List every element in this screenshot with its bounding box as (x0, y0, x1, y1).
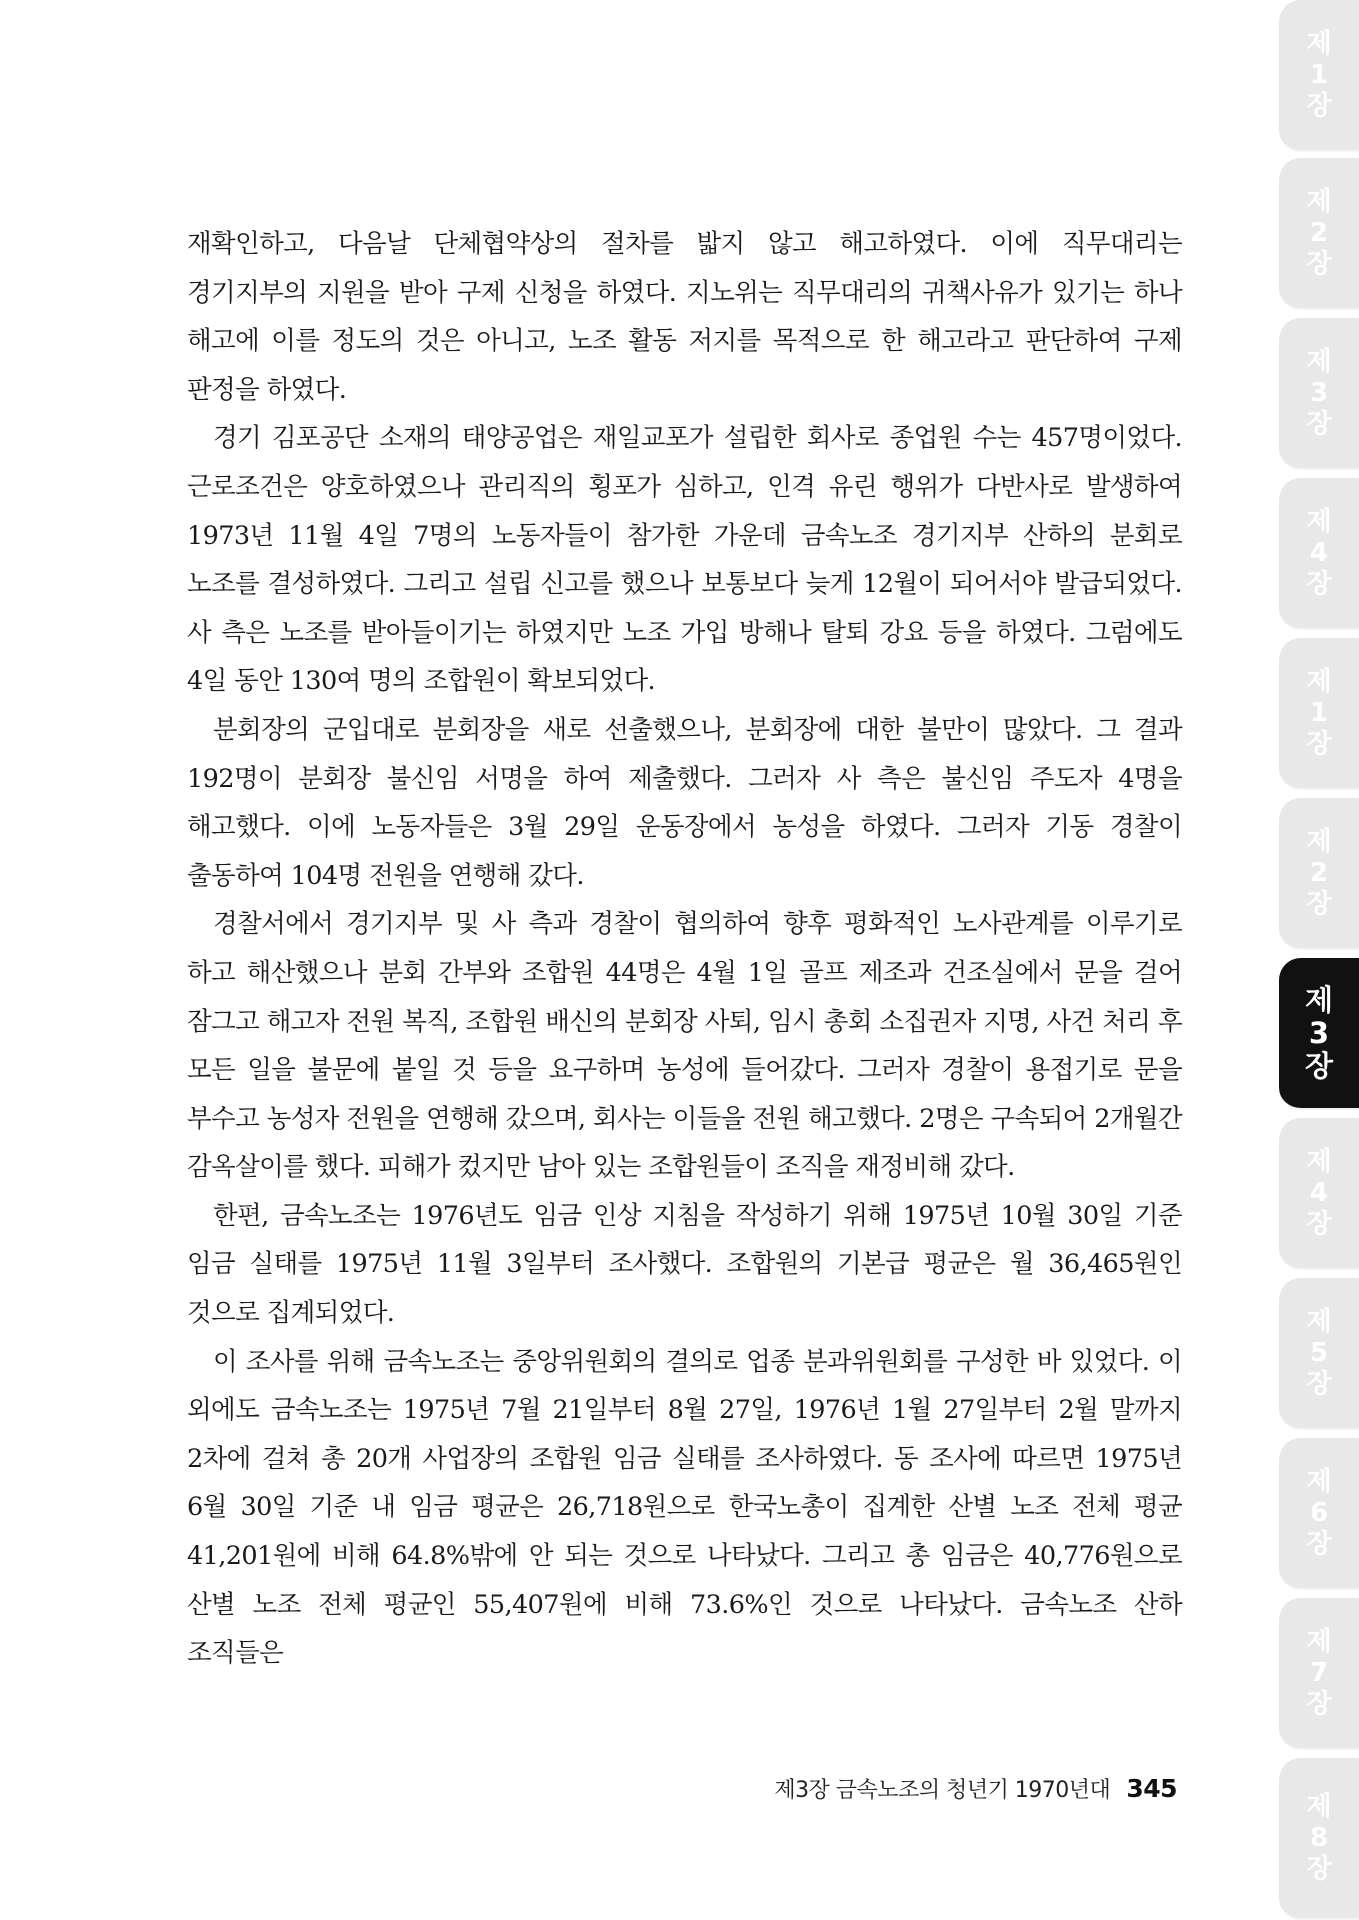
chapter-tab-label-number: 3 (1309, 377, 1329, 408)
chapter-tab-label-suffix: 장 (1306, 248, 1332, 279)
running-title: 제3장 금속노조의 청년기 1970년대 (774, 1778, 1111, 1803)
chapter-tab-label-prefix: 제 (1306, 826, 1332, 857)
chapter-tab-4[interactable] (1279, 478, 1359, 630)
chapter-tab-label-suffix: 장 (1306, 888, 1332, 919)
chapter-tab-label-number: 1 (1309, 697, 1329, 728)
chapter-tab-label-prefix: 제 (1306, 1306, 1332, 1337)
chapter-tab-label-number: 2 (1309, 217, 1329, 248)
chapter-tab-label-suffix: 장 (1306, 408, 1332, 439)
body-paragraph-3: 분회장의 군입대로 분회장을 새로 선출했으나, 분회장에 대한 불만이 많았다. 그 결과 192명이 분회장 불신임 서명을 하여 제출했다. 그러자 사 측은 불신임 주도자 4명을 해고했다. 이에 노동자들은 3월 29일 운동장에서 농성을 하였다. 그러자 기동 경찰이 출동하여 104명 전원을 연행해 갔다. (187, 714, 1182, 891)
chapter-tab-label-suffix: 장 (1306, 1688, 1332, 1719)
chapter-tab-label-prefix: 제 (1306, 1466, 1332, 1497)
chapter-tab-2[interactable] (1279, 158, 1359, 310)
chapter-tab-label-number: 8 (1309, 1822, 1329, 1853)
chapter-tab-label-number: 5 (1309, 1337, 1329, 1368)
body-paragraph-2: 경기 김포공단 소재의 태양공업은 재일교포가 설립한 회사로 종업원 수는 457명이었다. 근로조건은 양호하였으나 관리직의 횡포가 심하고, 인격 유린 행위가 다반사로 발생하여 1973년 11월 4일 7명의 노동자들이 참가한 가운데 금속노조 경기지부 산하의 분회로 노조를 결성하였다. 그리고 설립 신고를 했으나 보통보다 늦게 12월이 되어서야 발급되었다. 사 측은 노조를 받아들이기는 하였지만 노조 가입 방해나 탈퇴 강요 등을 하였다. 그럼에도 4일 동안 130여 명의 조합원이 확보되었다. (187, 423, 1182, 697)
page-body (187, 220, 1182, 1678)
chapter-tab-3[interactable] (1279, 318, 1359, 470)
chapter-tab-8[interactable] (1279, 1118, 1359, 1270)
body-paragraph-4: 경찰서에서 경기지부 및 사 측과 경찰이 협의하여 향후 평화적인 노사관계를 이루기로 하고 해산했으나 분회 간부와 조합원 44명은 4월 1일 골프 제조과 건조실에서 문을 걸어 잠그고 해고자 전원 복직, 조합원 배신의 분회장 사퇴, 임시 총회 소집권자 지명, 사건 처리 후 모든 일을 불문에 붙일 것 등을 요구하며 농성에 들어갔다. 그러자 경찰이 용접기로 문을 부수고 농성자 전원을 연행해 갔으며, 회사는 이들을 전원 해고했다. 2명은 구속되어 2개월간 감옥살이를 했다. 피해가 컸지만 남아 있는 조합원들이 조직을 재정비해 갔다. (187, 909, 1182, 1183)
chapter-tab-label-suffix: 장 (1306, 1853, 1332, 1884)
chapter-tab-1[interactable] (1279, 0, 1359, 152)
chapter-tab-label-number: 3 (1308, 1015, 1330, 1050)
chapter-tab-12[interactable] (1279, 1758, 1359, 1920)
chapter-tab-7-active[interactable] (1279, 958, 1359, 1110)
chapter-tab-label-suffix: 장 (1306, 728, 1332, 759)
chapter-tab-label-number: 4 (1309, 537, 1329, 568)
chapter-tab-label-number: 1 (1309, 59, 1329, 90)
body-paragraph-5: 한편, 금속노조는 1976년도 임금 인상 지침을 작성하기 위해 1975년 10월 30일 기준 임금 실태를 1975년 11월 3일부터 조사했다. 조합원의 기본급 평균은 월 36,465원인 것으로 집계되었다. (187, 1200, 1182, 1329)
chapter-tab-label-suffix: 장 (1306, 568, 1332, 599)
chapter-tab-label-prefix: 제 (1304, 982, 1333, 1017)
chapter-tab-label-prefix: 제 (1306, 186, 1332, 217)
chapter-tab-label-prefix: 제 (1306, 28, 1332, 59)
chapter-tab-10[interactable] (1279, 1438, 1359, 1590)
chapter-tab-label-number: 4 (1309, 1177, 1329, 1208)
chapter-tab-9[interactable] (1279, 1278, 1359, 1430)
chapter-tab-label-prefix: 제 (1306, 666, 1332, 697)
body-paragraph-6: 이 조사를 위해 금속노조는 중앙위원회의 결의로 업종 분과위원회를 구성한 바 있었다. 이 외에도 금속노조는 1975년 7월 21일부터 8월 27일, 1976년 1월 27일부터 2월 말까지 2차에 걸쳐 총 20개 사업장의 조합원 임금 실태를 조사하였다. 동 조사에 따르면 1975년 6월 30일 기준 내 임금 평균은 26,718원으로 한국노총이 집계한 산별 노조 전체 평균 41,201원에 비해 64.8%밖에 안 되는 것으로 나타났다. 그리고 총 임금은 40,776원으로 산별 노조 전체 평균인 55,407원에 비해 73.6%인 것으로 나타났다. 금속노조 산하 조직들은 (187, 1346, 1182, 1669)
page-footer (774, 1773, 1177, 1804)
chapter-tab-label-number: 2 (1309, 857, 1329, 888)
chapter-tab-label-prefix: 제 (1306, 346, 1332, 377)
chapter-tab-label-prefix: 제 (1306, 1626, 1332, 1657)
chapter-tab-strip (1279, 0, 1359, 1920)
chapter-tab-label-number: 6 (1309, 1497, 1329, 1528)
chapter-tab-label-suffix: 장 (1304, 1048, 1333, 1083)
chapter-tab-6[interactable] (1279, 798, 1359, 950)
chapter-tab-11[interactable] (1279, 1598, 1359, 1750)
body-paragraph-1: 재확인하고, 다음날 단체협약상의 절차를 밟지 않고 해고하였다. 이에 직무대리는 경기지부의 지원을 받아 구제 신청을 하였다. 지노위는 직무대리의 귀책사유가 있기는 하나 해고에 이를 정도의 것은 아니고, 노조 활동 저지를 목적으로 한 해고라고 판단하여 구제 판정을 하였다. (187, 229, 1182, 405)
page-number: 345 (1126, 1774, 1177, 1803)
chapter-tab-label-number: 7 (1309, 1657, 1329, 1688)
chapter-tab-label-suffix: 장 (1306, 1368, 1332, 1399)
chapter-tab-label-suffix: 장 (1306, 90, 1332, 121)
chapter-tab-label-prefix: 제 (1306, 1146, 1332, 1177)
chapter-tab-label-suffix: 장 (1306, 1208, 1332, 1239)
chapter-tab-label-suffix: 장 (1306, 1528, 1332, 1559)
chapter-tab-label-prefix: 제 (1306, 506, 1332, 537)
chapter-tab-5[interactable] (1279, 638, 1359, 790)
chapter-tab-label-prefix: 제 (1306, 1791, 1332, 1822)
